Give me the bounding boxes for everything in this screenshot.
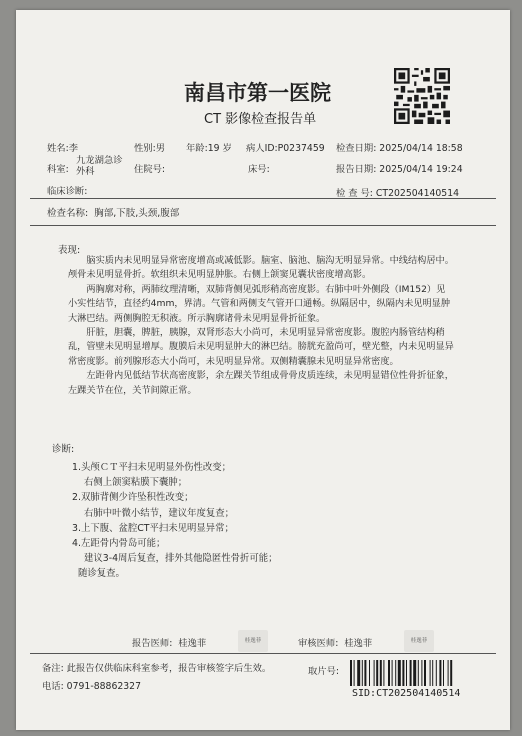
findings-label: 表现:: [58, 245, 81, 256]
review-doctor-name: 桂逸菲: [344, 638, 373, 649]
dept-label: 科室:: [47, 164, 69, 175]
clinical-diagnosis-label: 临床诊断:: [47, 186, 88, 197]
patient-sex: [134, 140, 165, 154]
diagnosis-subitem: 右侧上颌窦粘膜下囊肿；: [84, 477, 188, 489]
hospital-name: 南昌市第一医院: [184, 80, 331, 105]
report-date: [336, 161, 463, 175]
diagnosis-item: 1.头颅ＣＴ平扫未见明显外伤性改变；: [72, 462, 231, 473]
report-doctor-label: 报告医师:: [132, 638, 173, 649]
sid-number: SID:CT202504140514: [352, 688, 461, 699]
findings-paragraph: 左距骨内见低结节状高密度影，余左踝关节组成骨骨皮质连续，未见明显错位性骨折征象，左踝关节在位，关节间隙正常。: [68, 370, 454, 396]
findings-paragraph: 两胸廓对称，两肺纹理清晰，双肺背侧见弧形稍高密度影。右肺中叶外侧段（IM152）见小实性结节，直径约4mm，界清。气管和两侧支气管开口通畅。纵隔居中，纵隔内未见明显肿大淋巴结。两侧胸腔无积液。所示胸廓诸骨未见明显骨折征象。: [68, 283, 451, 324]
name-label: 姓名:: [47, 143, 69, 154]
footer-phone: 电话: 0791-88862327: [42, 681, 142, 692]
review-doctor-label: 审核医师:: [298, 638, 339, 649]
diagnosis-list: [72, 460, 277, 582]
divider: [30, 198, 496, 199]
patient-age: [186, 140, 232, 154]
exam-number: [336, 185, 459, 199]
report-paper: [16, 10, 510, 730]
exam-number-value: CT202504140514: [375, 188, 460, 199]
divider: [30, 653, 496, 654]
report-date-value: 2025/04/14 19:24: [379, 164, 463, 175]
exam-date-label: 检查日期:: [336, 143, 377, 154]
report-doctor-name: 桂逸菲: [178, 638, 207, 649]
dept-value-line2: 外科: [76, 166, 95, 177]
patient-name: [47, 140, 78, 154]
id-label: 病人ID:: [246, 143, 278, 154]
exam-number-label: 检 查 号:: [336, 188, 373, 199]
exam-site-label: 检查名称:: [47, 208, 89, 219]
age-value: 19 岁: [207, 143, 232, 154]
review-doctor-signature-stamp: 桂逸菲: [404, 630, 434, 652]
name-value: 李: [68, 143, 79, 154]
sex-value: 男: [155, 143, 166, 154]
divider: [30, 225, 496, 226]
report-date-label: 报告日期:: [336, 164, 377, 175]
diagnosis-item: 3.上下腹、盆腔CT平扫未见明显异常；: [72, 522, 234, 534]
diagnosis-item: 4.左距骨内骨岛可能；: [72, 538, 166, 550]
exam-site-value: 胸部,下肢,头颈,腹部: [94, 208, 180, 219]
patient-id: [246, 140, 325, 154]
exam-site: [47, 205, 179, 219]
age-label: 年龄:: [186, 143, 208, 154]
findings-body: [68, 254, 454, 398]
footer-note: 备注: 此报告仅供临床科室参考，报告审核签字后生效。: [42, 663, 272, 674]
exam-date: [336, 140, 463, 154]
id-value: P0237459: [277, 143, 325, 154]
diagnosis-label: 诊断:: [52, 444, 75, 455]
dept-value: [76, 155, 123, 177]
inpatient-no-label: 住院号:: [134, 164, 166, 175]
exam-date-value: 2025/04/14 18:58: [379, 143, 463, 154]
findings-paragraph: 脑实质内未见明显异常密度增高或减低影。脑室、脑池、脑沟无明显异常。中线结构居中。颅骨未见明显骨折。软组织未见明显肿胀。右侧上颌窦见囊状密度增高影。: [68, 255, 454, 281]
sex-label: 性别:: [134, 143, 156, 154]
bed-no-label: 床号:: [248, 164, 270, 175]
barcode-icon: [350, 660, 482, 686]
diagnosis-subitem: 建议3-4周后复查，排外其他隐匿性骨折可能；: [84, 553, 278, 565]
diagnosis-subitem: 右肺中叶微小结节，建议年度复查；: [84, 507, 235, 519]
report-doctor-signature-stamp: 桂逸菲: [238, 630, 268, 652]
findings-paragraph: 肝脏，胆囊，脾脏，胰腺，双肾形态大小尚可，未见明显异常密度影。腹腔内肠管结构稍乱，管壁未见明显增厚。腹膜后未见明显肿大的淋巴结。膀胱充盈尚可，壁光整，内未见明显异常密度影。前列腺形态大小尚可，未见明显异常。双侧精囊腺未见明显异常密度。: [68, 327, 454, 367]
qr-code-icon: [394, 68, 450, 124]
pickup-number-label: 取片号:: [308, 666, 340, 677]
diagnosis-subitem: 随诊复查。: [78, 568, 125, 580]
review-doctor: [298, 635, 372, 649]
diagnosis-item: 2.双肺背侧少许坠积性改变；: [72, 492, 194, 504]
report-title: CT 影像检查报告单: [204, 112, 317, 127]
dept-value-line1: 九龙湖急诊: [76, 155, 123, 166]
report-doctor: [132, 635, 206, 649]
